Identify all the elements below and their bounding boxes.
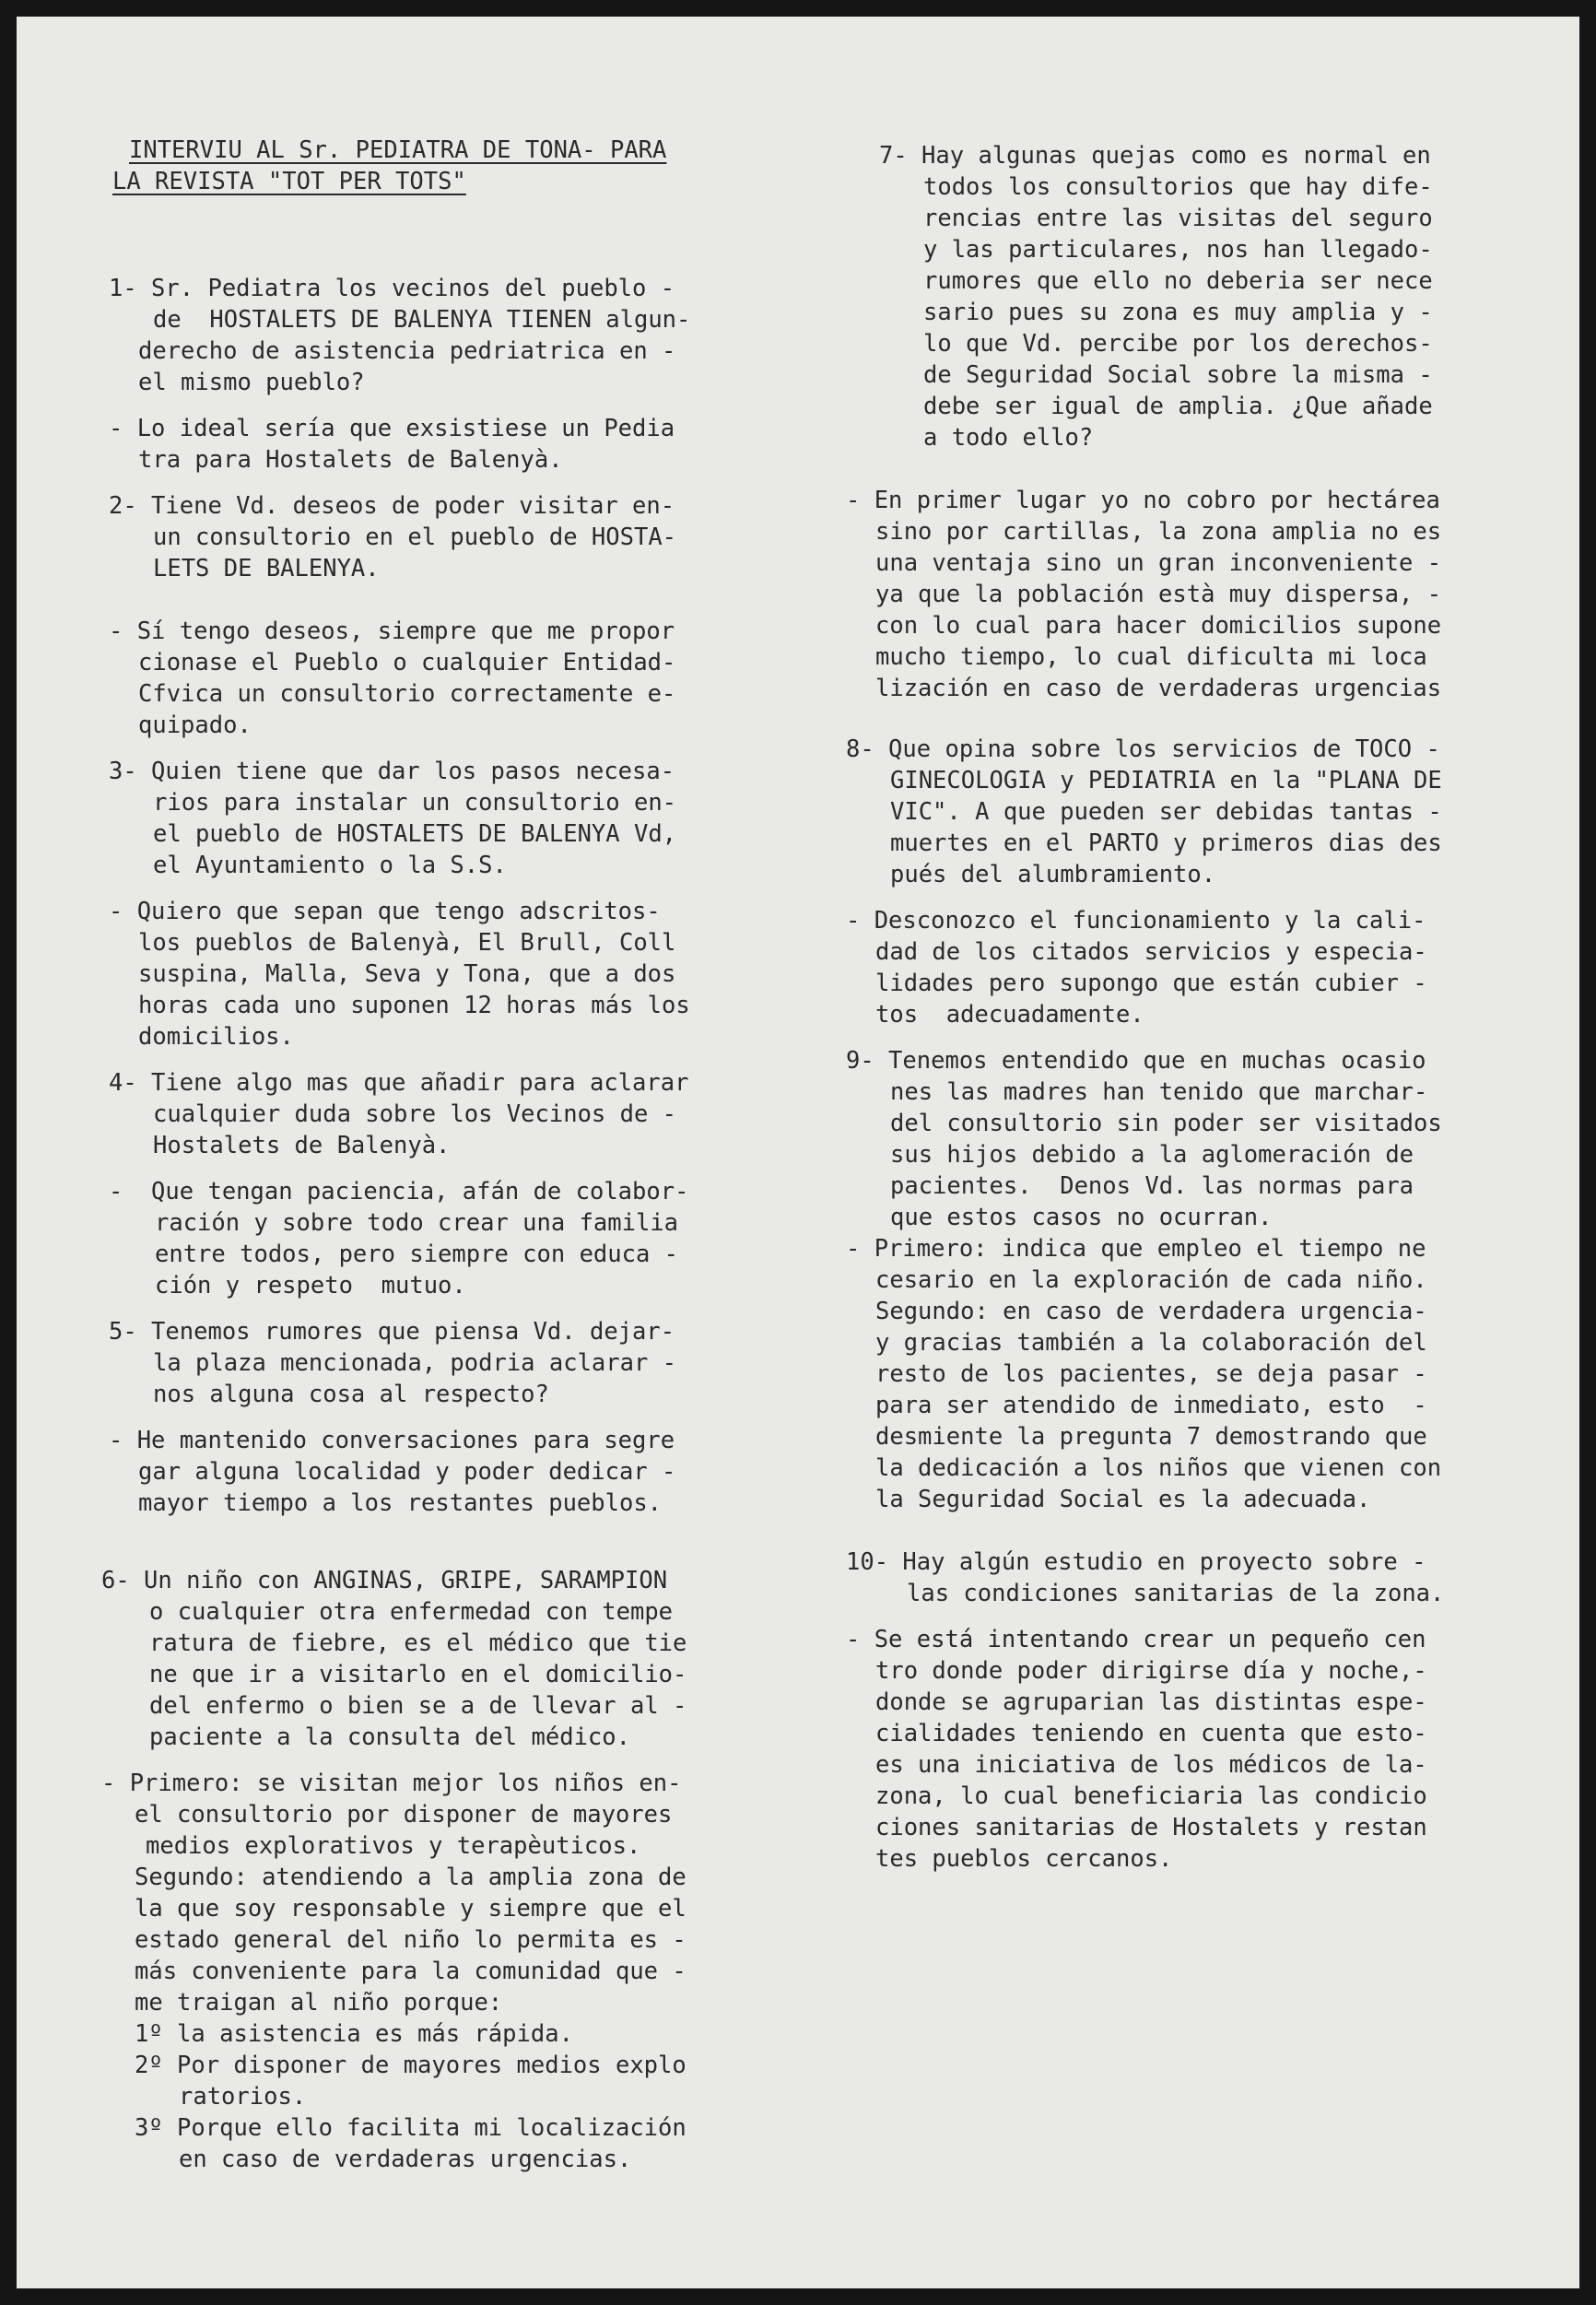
text-line: cionase el Pueblo o cualquier Entidad-	[138, 649, 676, 676]
question-4: 4- Tiene algo mas que añadir para aclarar	[109, 1069, 689, 1097]
text-line: horas cada uno suponen 12 horas más los	[138, 992, 690, 1019]
list-item: 2º Por disponer de mayores medios explo	[135, 2052, 687, 2079]
answer-4: - Que tengan paciencia, afán de colabor-	[109, 1178, 689, 1205]
text-line: sario pues su zona es muy amplia y -	[923, 299, 1433, 326]
document-title-cont: LA REVISTA "TOT PER TOTS"	[112, 168, 466, 195]
text-line: ya que la población està muy dispersa, -	[875, 581, 1442, 608]
text-line: un consultorio en el pueblo de HOSTA-	[153, 523, 677, 551]
text-line: Segundo: en caso de verdadera urgencia-	[875, 1298, 1427, 1325]
text-line: cialidades teniendo en cuenta que esto-	[875, 1720, 1427, 1747]
text-line: medios explorativos y terapèuticos.	[146, 1832, 641, 1860]
text-line: y gracias también a la colaboración del	[875, 1329, 1427, 1357]
text-line: pués del alumbramiento.	[890, 861, 1216, 888]
text-line: quipado.	[138, 711, 252, 739]
text-line: dad de los citados servicios y especia-	[875, 938, 1427, 966]
text-line: el Ayuntamiento o la S.S.	[153, 852, 507, 879]
question-7: 7- Hay algunas quejas como es normal en	[879, 142, 1431, 170]
text-line: del consultorio sin poder ser visitados	[890, 1110, 1442, 1137]
text-line: ratorios.	[179, 2083, 307, 2111]
question-2: 2- Tiene Vd. deseos de poder visitar en-	[109, 492, 675, 520]
text-line: desmiente la pregunta 7 demostrando que	[875, 1423, 1427, 1451]
question-5: 5- Tenemos rumores que piensa Vd. dejar-	[109, 1318, 675, 1346]
text-line: de Seguridad Social sobre la misma -	[923, 361, 1433, 389]
question-6: 6- Un niño con ANGINAS, GRIPE, SARAMPION	[101, 1567, 668, 1594]
text-line: ración y sobre todo crear una familia	[155, 1209, 679, 1237]
text-line: derecho de asistencia pedriatrica en -	[138, 337, 676, 365]
text-line: Hostalets de Balenyà.	[153, 1132, 451, 1159]
document-page	[17, 17, 1579, 2288]
text-line: nes las madres han tenido que marchar-	[890, 1078, 1428, 1106]
question-3: 3- Quien tiene que dar los pasos necesa-	[109, 758, 675, 785]
answer-3: - Quiero que sepan que tengo adscritos-	[109, 898, 661, 925]
text-line: el pueblo de HOSTALETS DE BALENYA Vd,	[153, 820, 677, 848]
text-line: sus hijos debido a la aglomeración de	[890, 1141, 1414, 1169]
text-line: Segundo: atendiendo a la amplia zona de	[135, 1864, 687, 1891]
text-line: ciones sanitarias de Hostalets y restan	[875, 1814, 1427, 1841]
text-line: lo que Vd. percibe por los derechos-	[923, 330, 1433, 358]
text-line: más conveniente para la comunidad que -	[135, 1958, 687, 1985]
answer-10: - Se está intentando crear un pequeño cen	[846, 1626, 1426, 1653]
text-line: suspina, Malla, Seva y Tona, que a dos	[138, 960, 676, 988]
text-line: zona, lo cual beneficiaria las condicio	[875, 1782, 1427, 1810]
text-line: el consultorio por disponer de mayores	[135, 1801, 673, 1829]
answer-1: - Lo ideal sería que exsistiese un Pedia	[109, 415, 675, 442]
text-line: cualquier duda sobre los Vecinos de -	[153, 1100, 677, 1128]
text-line: donde se agruparian las distintas espe-	[875, 1688, 1427, 1716]
text-line: nos alguna cosa al respecto?	[153, 1381, 549, 1408]
text-line: en caso de verdaderas urgencias.	[179, 2146, 632, 2173]
question-1: 1- Sr. Pediatra los vecinos del pueblo -	[109, 275, 675, 302]
text-line: las condiciones sanitarias de la zona.	[907, 1580, 1445, 1607]
text-line: ratura de fiebre, es el médico que tie	[149, 1629, 687, 1657]
text-line: ne que ir a visitarlo en el domicilio-	[149, 1661, 687, 1688]
text-line: ción y respeto mutuo.	[155, 1272, 466, 1300]
text-line: la Seguridad Social es la adecuada.	[875, 1486, 1371, 1513]
answer-2: - Sí tengo deseos, siempre que me propor	[109, 617, 675, 645]
text-line: y las particulares, nos han llegado-	[923, 236, 1433, 264]
text-line: tra para Hostalets de Balenyà.	[138, 446, 563, 474]
text-line: rencias entre las visitas del seguro	[923, 205, 1433, 232]
text-line: rios para instalar un consultorio en-	[153, 789, 677, 817]
text-line: VIC". A que pueden ser debidas tantas -	[890, 798, 1442, 826]
text-line: tes pueblos cercanos.	[875, 1845, 1173, 1873]
text-line: rumores que ello no deberia ser nece	[923, 267, 1433, 295]
text-line: mayor tiempo a los restantes pueblos.	[138, 1489, 663, 1517]
question-9: 9- Tenemos entendido que en muchas ocasio	[846, 1047, 1426, 1075]
answer-7: - En primer lugar yo no cobro por hectárea	[846, 487, 1440, 514]
text-line: muertes en el PARTO y primeros dias des	[890, 829, 1442, 857]
text-line: con lo cual para hacer domicilios supone	[875, 612, 1442, 640]
list-item: 3º Porque ello facilita mi localización	[135, 2114, 687, 2142]
text-line: para ser atendido de inmediato, esto -	[875, 1392, 1427, 1419]
text-line: la que soy responsable y siempre que el	[135, 1895, 687, 1923]
list-item: 1º la asistencia es más rápida.	[135, 2020, 573, 2048]
text-line: Cfvica un consultorio correctamente e-	[138, 680, 676, 708]
text-line: la dedicación a los niños que vienen con	[875, 1454, 1442, 1482]
answer-6: - Primero: se visitan mejor los niños en-	[101, 1770, 682, 1797]
text-line: mucho tiempo, lo cual dificulta mi loca	[875, 643, 1427, 671]
question-8: 8- Que opina sobre los servicios de TOCO -	[846, 735, 1440, 763]
text-line: GINECOLOGIA y PEDIATRIA en la "PLANA DE	[890, 767, 1442, 794]
text-line: el mismo pueblo?	[138, 369, 365, 396]
text-line: sino por cartillas, la zona amplia no es	[875, 518, 1442, 546]
text-line: una ventaja sino un gran inconveniente -	[875, 549, 1442, 577]
text-line: del enfermo o bien se a de llevar al -	[149, 1692, 687, 1720]
text-line: estado general del niño lo permita es -	[135, 1926, 687, 1954]
text-line: todos los consultorios que hay dife-	[923, 173, 1433, 201]
text-line: entre todos, pero siempre con educa -	[155, 1241, 679, 1268]
text-line: que estos casos no ocurran.	[890, 1204, 1273, 1231]
text-line: cesario en la exploración de cada niño.	[875, 1266, 1427, 1294]
text-line: la plaza mencionada, podria aclarar -	[153, 1349, 677, 1377]
text-line: o cualquier otra enfermedad con tempe	[149, 1598, 674, 1626]
text-line: de HOSTALETS DE BALENYA TIENEN algun-	[153, 306, 691, 334]
text-line: gar alguna localidad y poder dedicar -	[138, 1458, 676, 1486]
question-10: 10- Hay algún estudio en proyecto sobre -	[846, 1548, 1426, 1576]
text-line: debe ser igual de amplia. ¿Que añade	[923, 393, 1433, 420]
text-line: los pueblos de Balenyà, El Brull, Coll	[138, 929, 676, 957]
document-title: INTERVIU AL Sr. PEDIATRA DE TONA- PARA	[129, 136, 667, 164]
answer-5: - He mantenido conversaciones para segre	[109, 1427, 675, 1454]
text-line: paciente a la consulta del médico.	[149, 1723, 630, 1751]
text-line: a todo ello?	[923, 424, 1094, 452]
text-line: lidades pero supongo que están cubier -	[875, 970, 1427, 997]
text-line: lización en caso de verdaderas urgencias	[875, 675, 1442, 702]
text-line: tro donde poder dirigirse día y noche,-	[875, 1657, 1427, 1685]
text-line: domicilios.	[138, 1023, 294, 1051]
answer-8: - Desconozco el funcionamiento y la cali-	[846, 907, 1426, 935]
text-line: es una iniciativa de los médicos de la-	[875, 1751, 1427, 1779]
text-line: pacientes. Denos Vd. las normas para	[890, 1172, 1414, 1200]
text-line: tos adecuadamente.	[875, 1001, 1144, 1029]
text-line: resto de los pacientes, se deja pasar -	[875, 1360, 1427, 1388]
text-line: LETS DE BALENYA.	[153, 555, 380, 582]
answer-9: - Primero: indica que empleo el tiempo ne	[846, 1235, 1426, 1263]
text-line: me traigan al niño porque:	[135, 1989, 503, 2017]
